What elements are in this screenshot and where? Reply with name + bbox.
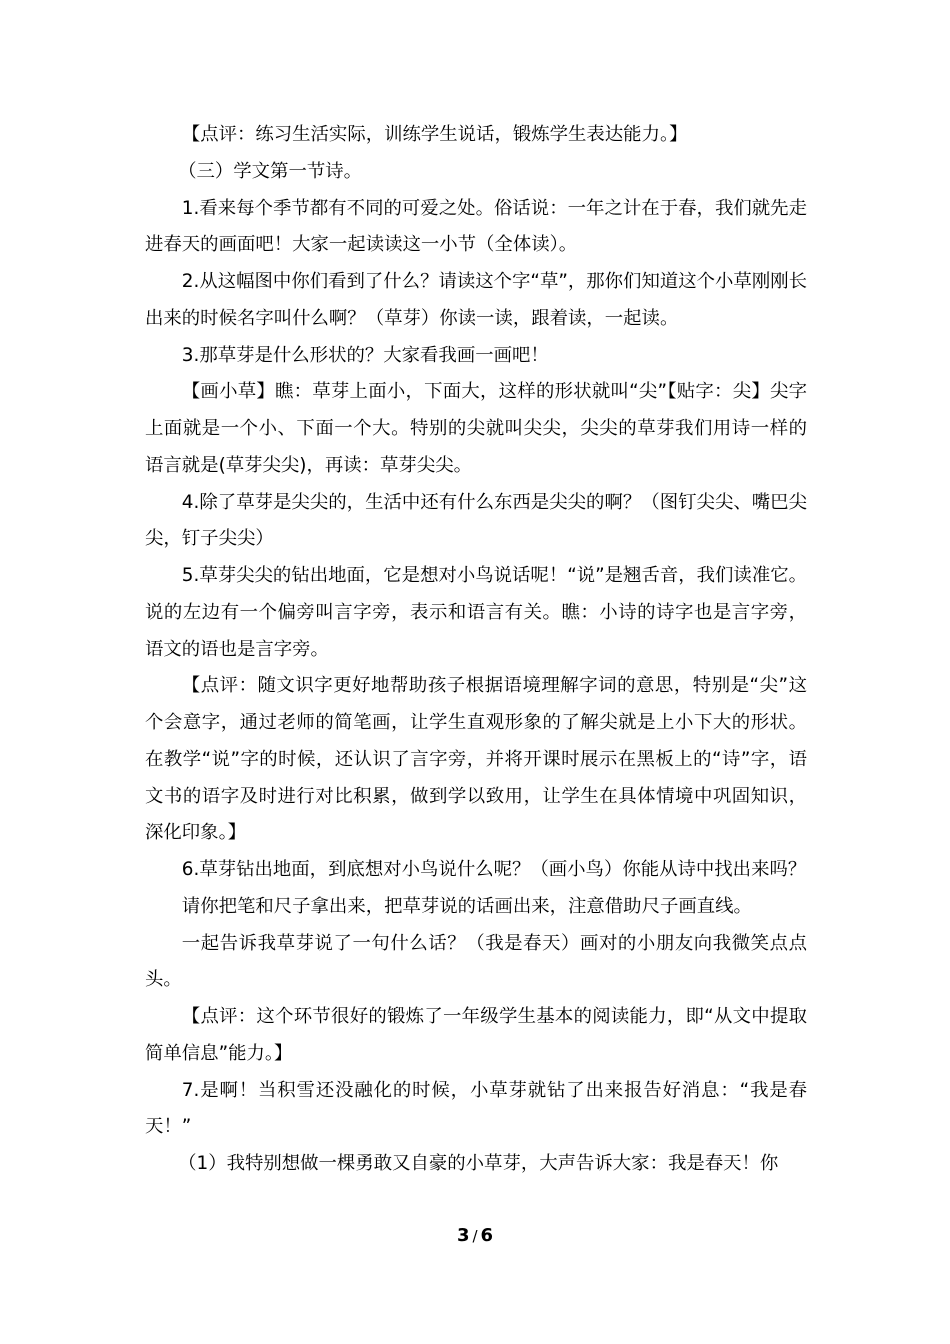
paragraph-2: （三）学文第一节诗。 [178,160,363,182]
paragraph-6: 【画小草】瞧：草芽上面小，下面大，这样的形状就叫“尖”【贴字：尖】尖字上面就是一个小、下面一个大。特别的尖就叫尖尖，尖尖的草芽我们用诗一样的语言就是(草芽尖尖)，再读：草芽尖尖。 [145,381,807,476]
paragraph-15: （1）我特别想做一棵勇敢又自豪的小草芽，大声告诉大家：我是春天！你 [178,1153,779,1174]
page-separator: / [472,1227,478,1245]
total-pages-number: 6 [480,1225,494,1246]
paragraph-4: 2.从这幅图中你们看到了什么？请读这个字“草”，那你们知道这个小草刚刚长出来的时候名字叫什么啊？（草芽）你读一读，跟着读，一起读。 [145,271,807,329]
paragraph-10: 6.草芽钻出地面，到底想对小鸟说什么呢？（画小鸟）你能从诗中找出来吗？ [181,859,807,880]
page-number [0,1224,950,1248]
paragraph-5: 3.那草芽是什么形状的？大家看我画一画吧！ [181,344,549,366]
paragraph-12: 一起告诉我草芽说了一句什么话？（我是春天）画对的小朋友向我微笑点点头。 [145,932,807,991]
paragraph-7: 4.除了草芽是尖尖的，生活中还有什么东西是尖尖的啊？（图钉尖尖、嘴巴尖尖，钉子尖尖） [145,491,807,550]
paragraph-8: 5.草芽尖尖的钻出地面，它是想对小鸟说话呢！“说”是翘舌音，我们读准它。说的左边有一个偏旁叫言字旁，表示和语言有关。瞧：小诗的诗字也是言字旁，语文的语也是言字旁。 [145,565,807,660]
document-body [145,117,807,1183]
paragraph-11: 请你把笔和尺子拿出来，把草芽说的话画出来，注意借助尺子画直线。 [181,895,752,917]
paragraph-1: 【点评：练习生活实际，训练学生说话，锻炼学生表达能力。】 [181,124,688,145]
paragraph-3: 1.看来每个季节都有不同的可爱之处。俗话说：一年之计在于春，我们就先走进春天的画面吧！大家一起读读这一小节（全体读）。 [145,197,807,256]
paragraph-13: 【点评：这个环节很好的锻炼了一年级学生基本的阅读能力，即“从文中提取简单信息”能力。】 [145,1006,807,1064]
paragraph-9: 【点评：随文识字更好地帮助孩子根据语境理解字词的意思，特别是“尖”这个会意字，通过老师的简笔画，让学生直观形象的了解尖就是上小下大的形状。在教学“说”字的时候，还认识了言字旁，并将开课时展示在黑板上的“诗”字，语文书的语字及时进行对比积累，做到学以致用，让学生在具体情境中巩固知识，深化印象。】 [145,675,807,844]
paragraph-14: 7.是啊！当积雪还没融化的时候，小草芽就钻了出来报告好消息：“我是春天！” [145,1079,807,1138]
current-page-number: 3 [456,1225,470,1246]
